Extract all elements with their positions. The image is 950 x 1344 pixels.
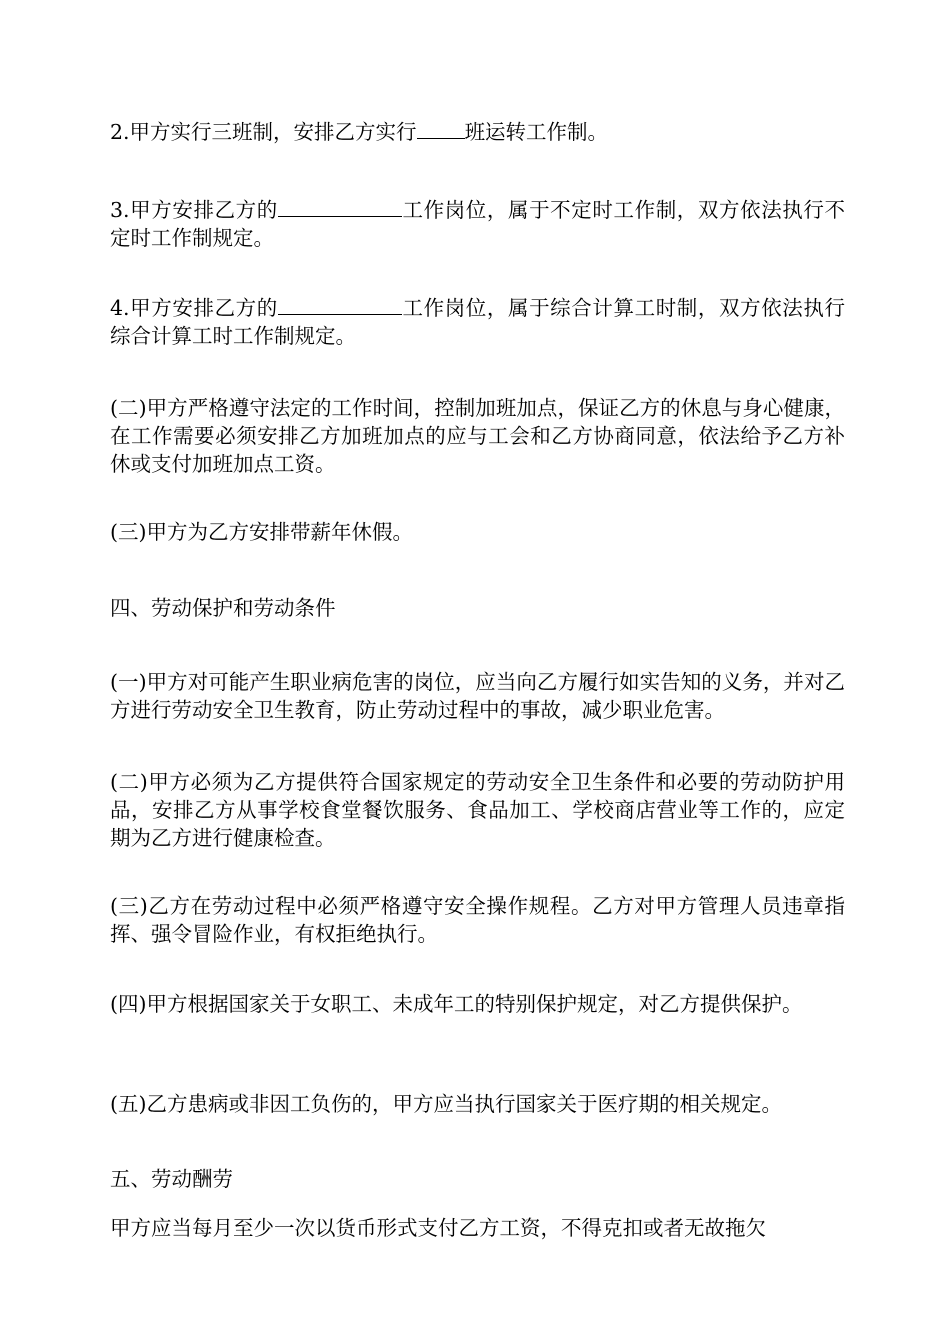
clause-occupational-hazard: (一)甲方对可能产生职业病危害的岗位，应当向乙方履行如实告知的义务，并对乙方进行劳动安全卫生教育，防止劳动过程中的事故，减少职业危害。 [110, 670, 845, 722]
clause-comprehensive-hours [110, 294, 845, 350]
fill-blank [278, 313, 402, 315]
section-heading-labor-protection: 四、劳动保护和劳动条件 [110, 596, 336, 620]
clause-text: 2.甲方实行三班制，安排乙方实行 [110, 120, 417, 144]
fill-blank [278, 215, 402, 217]
clause-text: 班运转工作制。 [464, 120, 609, 144]
clause-text: 4.甲方安排乙方的 [110, 296, 278, 320]
clause-flexible-hours [110, 196, 845, 252]
clause-text: 3.甲方安排乙方的 [110, 198, 278, 222]
clause-medical-period: (五)乙方患病或非因工负伤的，甲方应当执行国家关于医疗期的相关规定。 [110, 1092, 782, 1116]
clause-text: 工作岗位，属于综合计算工时制，双方依法执行综合计算工时工作制规定。 [110, 296, 846, 348]
clause-paid-leave: (三)甲方为乙方安排带薪年休假。 [110, 520, 413, 544]
fill-blank [417, 137, 465, 139]
clause-shift-system [110, 118, 845, 146]
clause-safety-conditions: (二)甲方必须为乙方提供符合国家规定的劳动安全卫生条件和必要的劳动防护用品，安排乙方从事学校食堂餐饮服务、食品加工、学校商店营业等工作的，应定期为乙方进行健康检查。 [110, 770, 845, 850]
section-heading-remuneration: 五、劳动酬劳 [110, 1167, 233, 1191]
clause-text: 工作岗位，属于不定时工作制，双方依法执行不定时工作制规定。 [110, 198, 846, 250]
clause-special-protection: (四)甲方根据国家关于女职工、未成年工的特别保护规定，对乙方提供保护。 [110, 992, 803, 1016]
clause-overtime: (二)甲方严格遵守法定的工作时间，控制加班加点，保证乙方的休息与身心健康，在工作需要必须安排乙方加班加点的应与工会和乙方协商同意，依法给予乙方补休或支付加班加点工资。 [110, 396, 845, 476]
clause-wage-payment: 甲方应当每月至少一次以货币形式支付乙方工资，不得克扣或者无故拖欠 [110, 1216, 766, 1240]
clause-safety-rules: (三)乙方在劳动过程中必须严格遵守安全操作规程。乙方对甲方管理人员违章指挥、强令冒险作业，有权拒绝执行。 [110, 894, 845, 946]
